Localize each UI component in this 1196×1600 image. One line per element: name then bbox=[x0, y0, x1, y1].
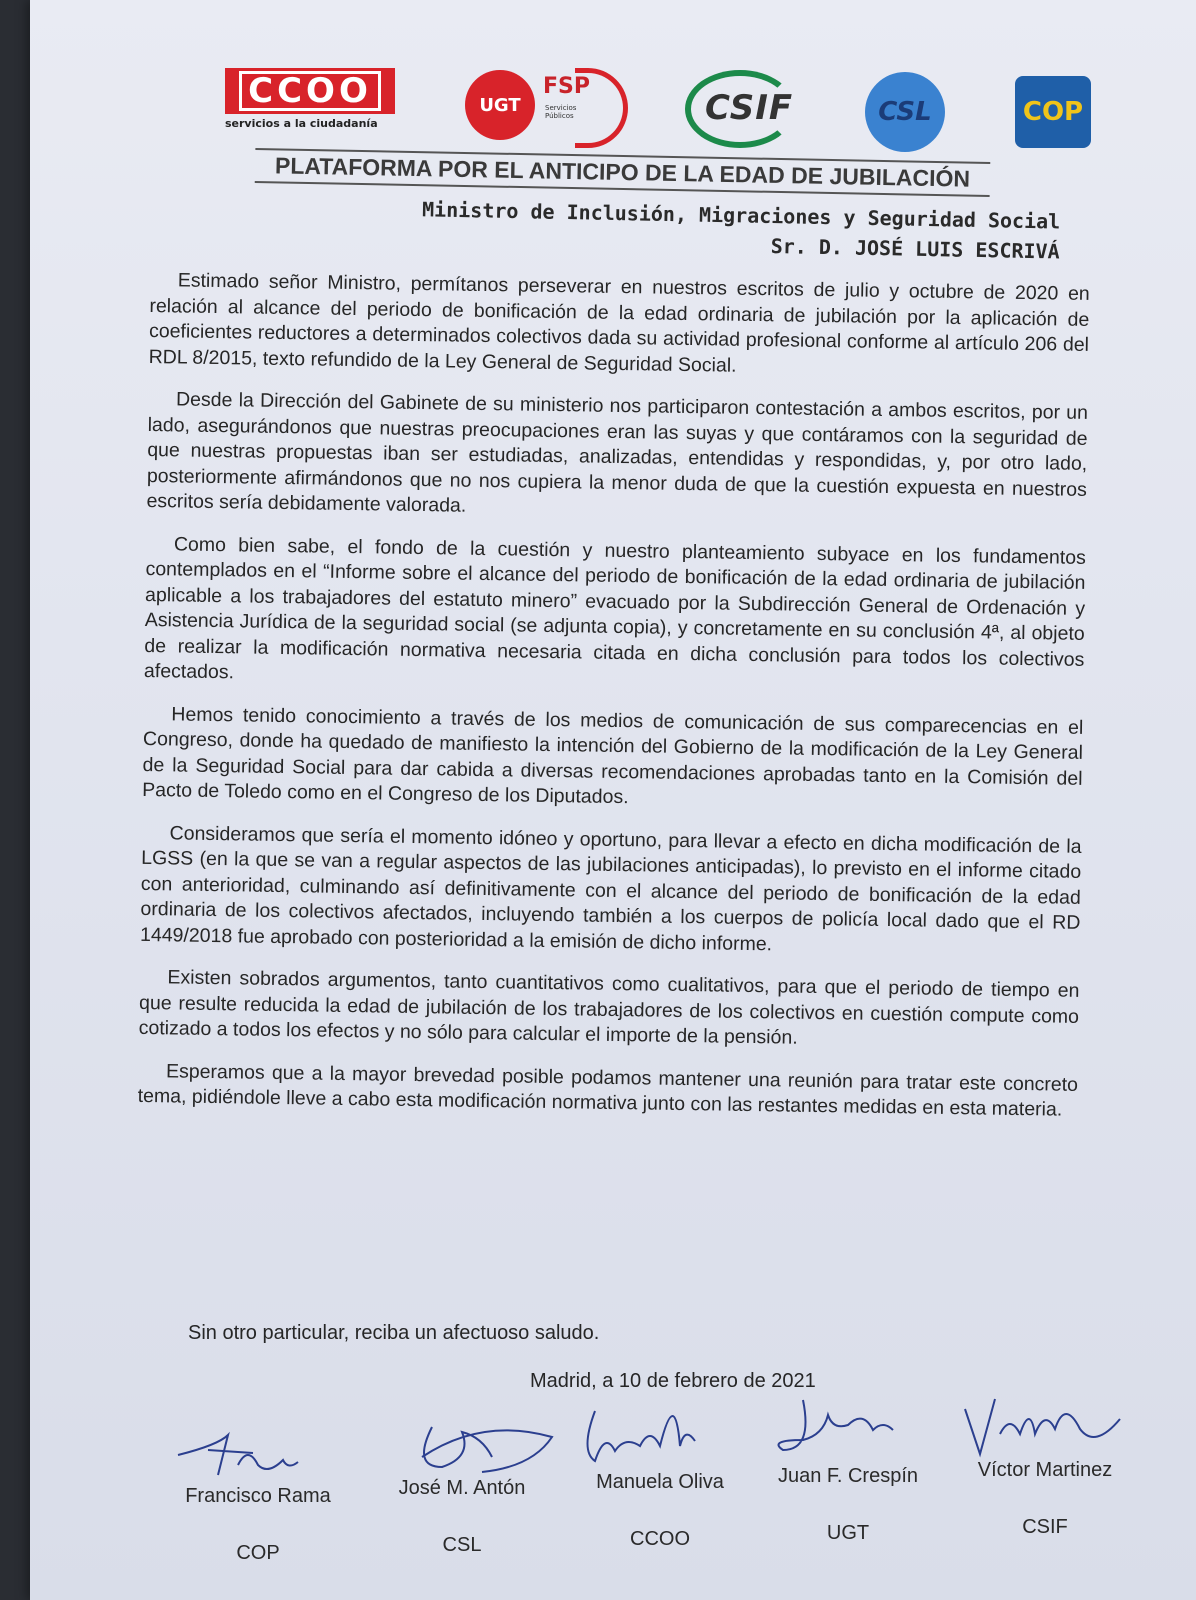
signatory-org: UGT bbox=[826, 1522, 870, 1544]
signatory-org: COP bbox=[236, 1542, 280, 1564]
signature-icon bbox=[362, 1407, 562, 1477]
signatory-name: Francisco Rama bbox=[185, 1485, 331, 1507]
csl-logo bbox=[865, 72, 945, 152]
signatory bbox=[158, 1415, 358, 1565]
signatory-org: CSIF bbox=[1022, 1516, 1068, 1538]
signatory-org: CSL bbox=[442, 1534, 482, 1556]
signature-icon bbox=[748, 1395, 948, 1465]
signatory-name: José M. Antón bbox=[398, 1477, 526, 1499]
paragraph: Desde la Dirección del Gabinete de su ministerio nos participaron contestación a ambos escritos, por un lado, asegurándonos que nuestras preocupaciones eran las suyas y que contáramos con la seguridad de que nuestras propuestas iban ser estudiadas, analizadas, entendidas y respondidas, y, por otro lado, posteriormente afirmándonos que no nos cupiera la menor duda de que la cuestión expuesta en nuestros escritos sería debidamente valorada. bbox=[146, 388, 1089, 517]
paragraph: Esperamos que a la mayor brevedad posible podamos mantener una reunión para tratar este concreto tema, pidiéndole lleve a cabo esta modificación normativa junto con las restantes medidas en esta materia. bbox=[137, 1059, 1079, 1121]
addressee-block bbox=[379, 193, 1060, 266]
paragraph: Consideramos que sería el momento idóneo y oportuno, para llevar a efecto en dicha modificación de la LGSS (en la que se van a regular aspectos de las jubilaciones anticipadas), lo previsto en el informe citado con anterioridad, culminando así definitivamente con el alcance del periodo de bonificación de la edad ordinaria de los colectivos afectados, incluyendo también a los cuerpos de policía local dado que el RD 1449/2018 fue aprobado con posterioridad a la emisión de dicho informe. bbox=[139, 821, 1082, 955]
ccoo-logo bbox=[225, 68, 395, 130]
signatory-name: Víctor Martinez bbox=[977, 1459, 1113, 1481]
signatory bbox=[748, 1395, 948, 1545]
signature-icon bbox=[945, 1389, 1145, 1459]
signatory-org: CCOO bbox=[630, 1528, 690, 1550]
ccoo-logo-text: CCOO bbox=[239, 71, 381, 111]
signature-icon bbox=[560, 1401, 760, 1471]
signatory bbox=[560, 1401, 760, 1551]
logo-bar bbox=[190, 62, 1120, 162]
paragraph: Como bien sabe, el fondo de la cuestión y nuestro planteamiento subyace en los fundamentos contemplados en el “Informe sobre el alcance del periodo de bonificación de la edad ordinaria de jubilación aplicable a los trabajadores del estatuto minero” evacuado por la Subdirección General de Ordenación y Asistencia Jurídica de la seguridad social (se adjunta copia), y concretamente en su conclusión 4ª, al objeto de realizar la modificación normativa necesaria citada en dicha conclusión para todos los colectivos afectados. bbox=[143, 532, 1086, 684]
signatory-name: Juan F. Crespín bbox=[777, 1465, 919, 1487]
signatory bbox=[945, 1389, 1145, 1539]
addressee-title: Ministro de Inclusión, Migraciones y Seguridad Social bbox=[421, 197, 1061, 234]
csl-logo-text: CSL bbox=[878, 97, 932, 127]
letter-body bbox=[137, 268, 1090, 1140]
ccoo-logo-subtitle: servicios a la ciudadanía bbox=[225, 117, 378, 130]
fsp-arc-icon bbox=[575, 68, 628, 148]
letter-page bbox=[30, 0, 1196, 1600]
closing-salutation: Sin otro particular, reciba un afectuoso saludo. bbox=[188, 1322, 600, 1344]
cop-logo bbox=[1015, 76, 1091, 148]
signatory bbox=[362, 1407, 562, 1557]
csif-logo bbox=[685, 70, 815, 150]
cop-logo-text: COP bbox=[1022, 97, 1084, 127]
fsp-logo-text: FSP bbox=[543, 74, 590, 99]
paragraph: Hemos tenido conocimiento a través de los medios de comunicación de sus comparecencias en el Congreso, donde ha quedado de manifiesto la intención del Gobierno de la modificación de la Ley General de la Seguridad Social para dar cabida a diversas recomendaciones aprobadas tanto en la Comisión del Pacto de Toledo como en el Congreso de los Diputados. bbox=[142, 702, 1084, 809]
paragraph: Existen sobrados argumentos, tanto cuantitativos como cualitativos, para que el periodo de tiempo en que resulte reducida la edad de jubilación de los trabajadores de los colectivos en cuestión compute como cotizado a todos los efectos y no sólo para calcular el importe de la pensión. bbox=[138, 966, 1080, 1049]
date-line: Madrid, a 10 de febrero de 2021 bbox=[530, 1370, 816, 1392]
signature-icon bbox=[158, 1415, 358, 1485]
addressee-name: Sr. D. JOSÉ LUIS ESCRIVÁ bbox=[770, 233, 1060, 264]
ugt-logo-emblem: UGT bbox=[465, 70, 535, 140]
fsp-logo-subtitle: Servicios Públicos bbox=[545, 104, 577, 120]
paragraph: Estimado señor Ministro, permítanos perseverar en nuestros escritos de julio y octubre de 2020 en relación al alcance del periodo de bonificación de la edad ordinaria de jubilación por la aplicación de coeficientes reductores a determinados colectivos dada su actividad profesional conforme al artículo 206 del RDL 8/2015, texto refundido de la Ley General de Seguridad Social. bbox=[148, 269, 1090, 377]
ugt-fsp-logo bbox=[465, 64, 635, 144]
csif-logo-text: CSIF bbox=[705, 88, 794, 128]
signatures-block bbox=[30, 1405, 1196, 1595]
platform-title: PLATAFORMA POR EL ANTICIPO DE LA EDAD DE JUBILACIÓN bbox=[255, 148, 991, 197]
signatory-name: Manuela Oliva bbox=[596, 1471, 724, 1493]
